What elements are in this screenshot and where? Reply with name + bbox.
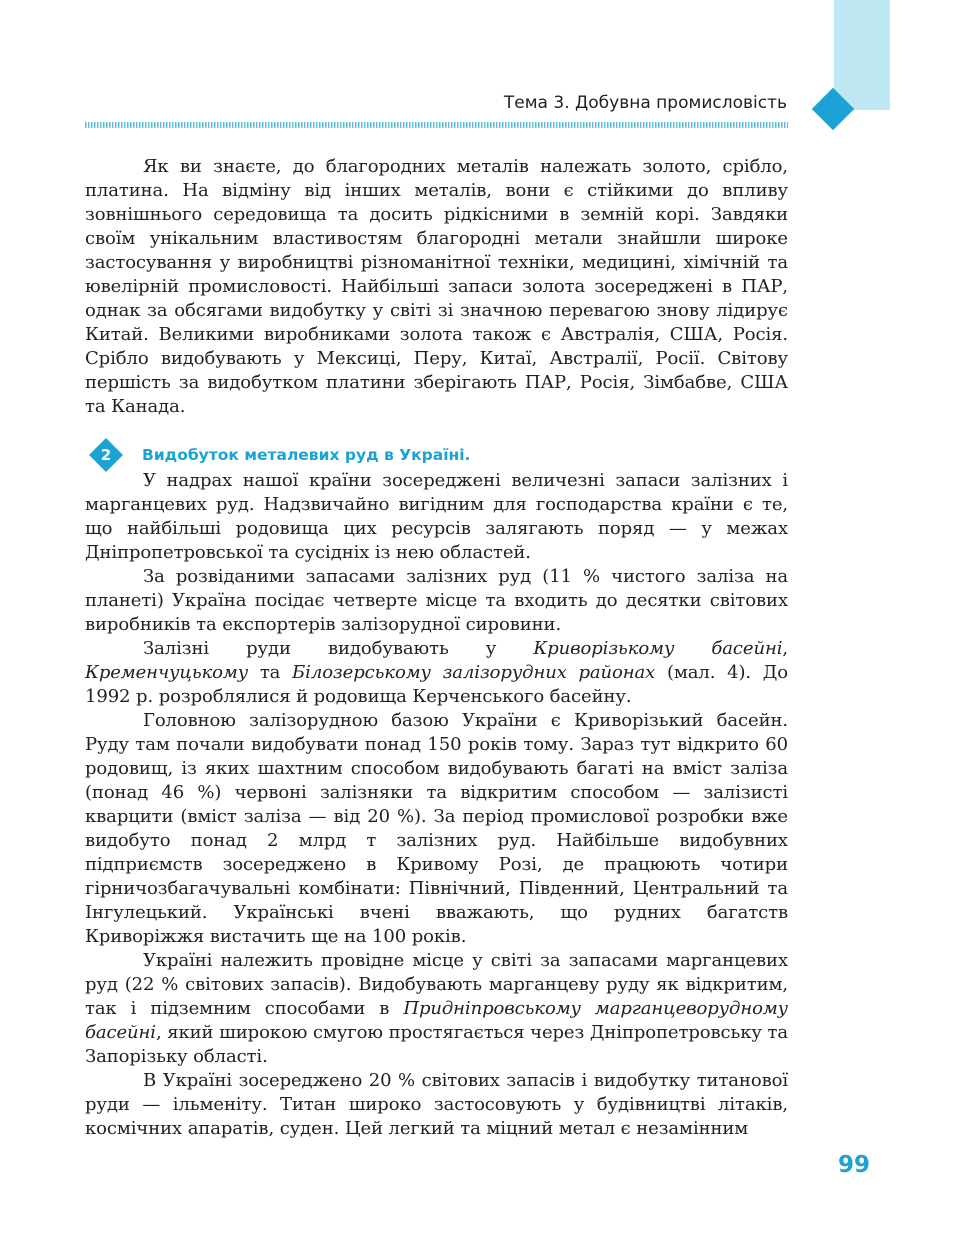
section-number: 2 — [100, 446, 112, 464]
running-header-title: Тема 3. Добувна промисловість — [503, 93, 787, 113]
corner-tab — [834, 0, 890, 110]
paragraph-iron-reserves: За розвіданими запасами залізних руд (11 % чистого заліза на планеті) Україна посідає четверте місце та входить до десятки світових виробників та експортерів залізорудної сировини. — [85, 566, 788, 635]
text-run: Залізні руди видобувають у — [143, 638, 534, 659]
paragraph-ore-reserves: У надрах нашої країни зосереджені величезні запаси залізних і марганцевих руд. Надзвичайно вигідним для господарства країни є те, що найбільші родовища цих ресурсів залягають поряд — у межах Дніпропетровської та сусідніх із нею областей. — [85, 470, 788, 563]
italic-term-kryvbas: Криворізькому басейні — [533, 638, 783, 659]
italic-term-bilozerka: Білозерському залізорудних районах — [292, 662, 656, 683]
paragraph-titanium: В Україні зосереджено 20 % світових запасів і видобутку титанової руди — ільменіту. Титан широко застосовують у будівництві літаків, космічних апаратів, суден. Цей легкий та міцний метал є незамінним — [85, 1070, 788, 1139]
text-run: (мал. 4). До 1992 р. розроблялися й родовища Керченського басейну. — [85, 662, 788, 707]
header-dotted-rule — [85, 122, 788, 128]
paragraph-iron-regions — [85, 637, 788, 709]
intro-paragraph: Як ви знаєте, до благородних металів належать золото, срібло, платина. На відміну від інших металів, вони є стійкими до впливу зовнішнього середовища та досить рідкісними в земній корі. Завдяки своїм унікальним властивостям благородні метали знайшли широке застосування у виробництві різноманітної техніки, медицині, хімічній та ювелірній промисловості. Найбільші запаси золота зосереджені в ПАР, однак за обсягами видобутку у світі зі значною перевагою знову лідирує Китай. Великими виробниками золота також є Австралія, США, Росія. Срібло видобувають у Мексиці, Перу, Китаї, Австралії, Росії. Світову першість за видобутком платини зберігають ПАР, Росія, Зімбабве, США та Канада. — [85, 156, 788, 417]
section-heading — [85, 445, 788, 469]
italic-term-manganese-basin: Придніпровському марганцеворудному басейні — [85, 998, 788, 1043]
page-body — [85, 155, 788, 1141]
paragraph-kryvbas: Головною залізорудною базою України є Криворізький басейн. Руду там почали видобувати понад 150 років тому. Зараз тут відкрито 60 родовищ, із яких шахтним способом видобувають багаті на вміст заліза (понад 46 %) червоні залізняки та відкритим способом — залізисті кварцити (вміст заліза — від 20 %). За період промислової розробки вже видобуто понад 2 млрд т залізних руд. Найбільше видобувних підприємств зосереджено в Кривому Розі, де працюють чотири гірничозбагачувальні комбінати: Північний, Південний, Центральний та Інгулецький. Українські вчені вважають, що рудних багатств Криворіжжя вистачить ще на 100 років. — [85, 710, 788, 947]
page-number: 99 — [838, 1152, 871, 1178]
text-run: , — [782, 638, 788, 659]
section-title: Видобуток металевих руд в Україні. — [142, 446, 471, 464]
text-run: та — [248, 662, 293, 683]
text-run: , який широкою смугою простягається через Дніпропетровську та Запорізьку області. — [85, 1022, 788, 1067]
paragraph-manganese — [85, 949, 788, 1069]
italic-term-kremenchuk: Кременчуцькому — [85, 662, 249, 683]
text-run: Україні належить провідне місце у світі за запасами марганцевих руд (22 % світових запасів). Видобувають марганцеву руду як відкритим, так і підземним способами в — [85, 950, 788, 1019]
